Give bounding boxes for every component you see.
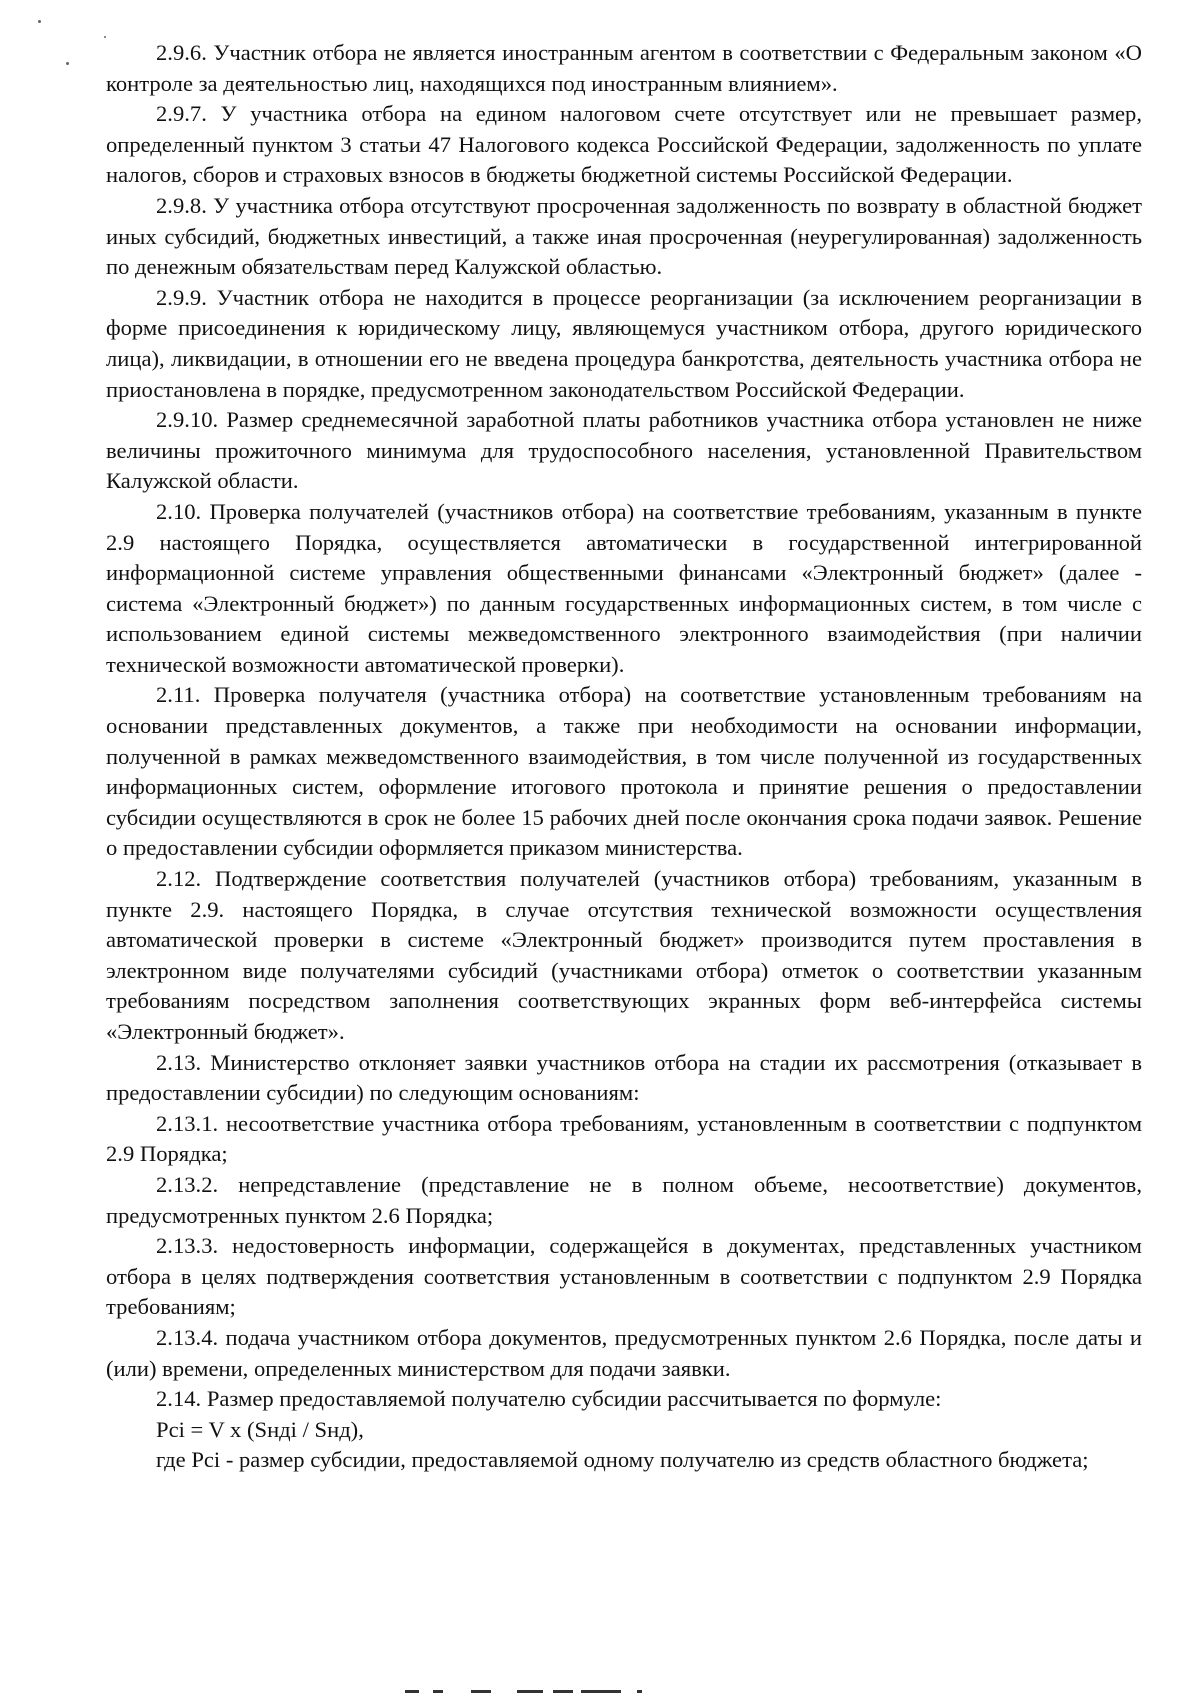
paragraph-2-10: 2.10. Проверка получателей (участников отбора) на соответствие требованиям, указанным в пункте 2.9 настоящего Порядка, осуществляется автоматически в государственной интегрированной информационной системе управления общественными финансами «Электронный бюджет» (далее - система «Электронный бюджет») по данным государственных информационных систем, в том числе с использованием единой системы межведомственного электронного взаимодействия (при наличии технической возможности автоматической проверки).	[106, 498, 1142, 677]
formula-definition: где Pci - размер субсидии, предоставляемой одному получателю из средств областного бюджета;	[156, 1447, 1089, 1473]
scan-mark	[471, 1690, 491, 1693]
paragraph-2-11: 2.11. Проверка получателя (участника отбора) на соответствие установленным требованиям на основании представленных документов, а также при необходимости на основании информации, полученной в рамках межведомственного взаимодействия, в том числе полученной из государственных информационных систем, оформление итогового протокола и принятие решения о предоставлении субсидии осуществляются в срок не более 15 рабочих дней после окончания срока подачи заявок. Решение о предоставлении субсидии оформляется приказом министерства.	[106, 682, 1142, 861]
paragraph-2-13-4: 2.13.4. подача участником отбора документов, предусмотренных пунктом 2.6 Порядка, после даты и (или) времени, определенных министерством для подачи заявки.	[106, 1324, 1142, 1381]
scan-mark	[405, 1690, 419, 1693]
scan-mark	[517, 1690, 543, 1693]
page-bottom-artifact	[405, 1690, 665, 1696]
scan-mark	[433, 1690, 443, 1693]
paragraph-2-9-6: 2.9.6. Участник отбора не является иностранным агентом в соответствии с Федеральным законом «О контроле за деятельностью лиц, находящихся под иностранным влиянием».	[106, 40, 1142, 96]
paragraph-2-13-3: 2.13.3. недостоверность информации, содержащейся в документах, представленных участником отбора в целях подтверждения соответствия установленным в соответствии с подпунктом 2.9 Порядка требованиям;	[106, 1233, 1142, 1320]
paragraph-2-9-8: 2.9.8. У участника отбора отсутствуют просроченная задолженность по возврату в областной бюджет иных субсидий, бюджетных инвестиций, а также иная просроченная (неурегулированная) задолженность по денежным обязательствам перед Калужской областью.	[106, 192, 1142, 280]
paragraph-2-14: 2.14. Размер предоставляемой получателю субсидии рассчитывается по формуле:	[156, 1386, 942, 1412]
paragraph-2-9-10: 2.9.10. Размер среднемесячной заработной платы работников участника отбора установлен не ниже величины прожиточного минимума для трудоспособного населения, установленной Правительством Калужской области.	[106, 407, 1142, 494]
paragraph-2-9-9: 2.9.9. Участник отбора не находится в процессе реорганизации (за исключением реорганизации в форме присоединения к юридическому лицу, являющемуся участником отбора, другого юридического лица), ликвидации, в отношении его не введена процедура банкротства, деятельность участника отбора не приостановлена в порядке, предусмотренном законодательством Российской Федерации.	[106, 284, 1142, 402]
paragraph-2-13-1: 2.13.1. несоответствие участника отбора требованиям, установленным в соответствии с подпунктом 2.9 Порядка;	[106, 1110, 1142, 1167]
paragraph-2-13-2: 2.13.2. непредставление (представление не в полном объеме, несоответствие) документов, предусмотренных пунктом 2.6 Порядка;	[106, 1171, 1142, 1228]
scan-mark	[637, 1690, 642, 1693]
scan-speck	[38, 20, 41, 23]
scan-speck	[66, 62, 69, 65]
document-body	[106, 38, 1142, 1476]
subsidy-formula: Pci = V x (Sндi / Sнд),	[156, 1416, 364, 1442]
paragraph-2-9-7: 2.9.7. У участника отбора на едином налоговом счете отсутствует или не превышает размер, определенный пунктом 3 статьи 47 Налогового кодекса Российской Федерации, задолженность по уплате налогов, сборов и страховых взносов в бюджеты бюджетной системы Российской Федерации.	[106, 101, 1142, 188]
paragraph-2-13: 2.13. Министерство отклоняет заявки участников отбора на стадии их рассмотрения (отказывает в предоставлении субсидии) по следующим основаниям:	[106, 1049, 1142, 1106]
scan-mark	[581, 1690, 621, 1693]
paragraph-2-12: 2.12. Подтверждение соответствия получателей (участников отбора) требованиям, указанным в пункте 2.9. настоящего Порядка, в случае отсутствия технической возможности осуществления автоматической проверки в системе «Электронный бюджет» производится путем проставления в электронном виде получателями субсидий (участниками отбора) отметок о соответствии указанным требованиям посредством заполнения соответствующих экранных форм веб-интерфейса системы «Электронный бюджет».	[106, 866, 1142, 1044]
scan-mark	[553, 1690, 573, 1693]
